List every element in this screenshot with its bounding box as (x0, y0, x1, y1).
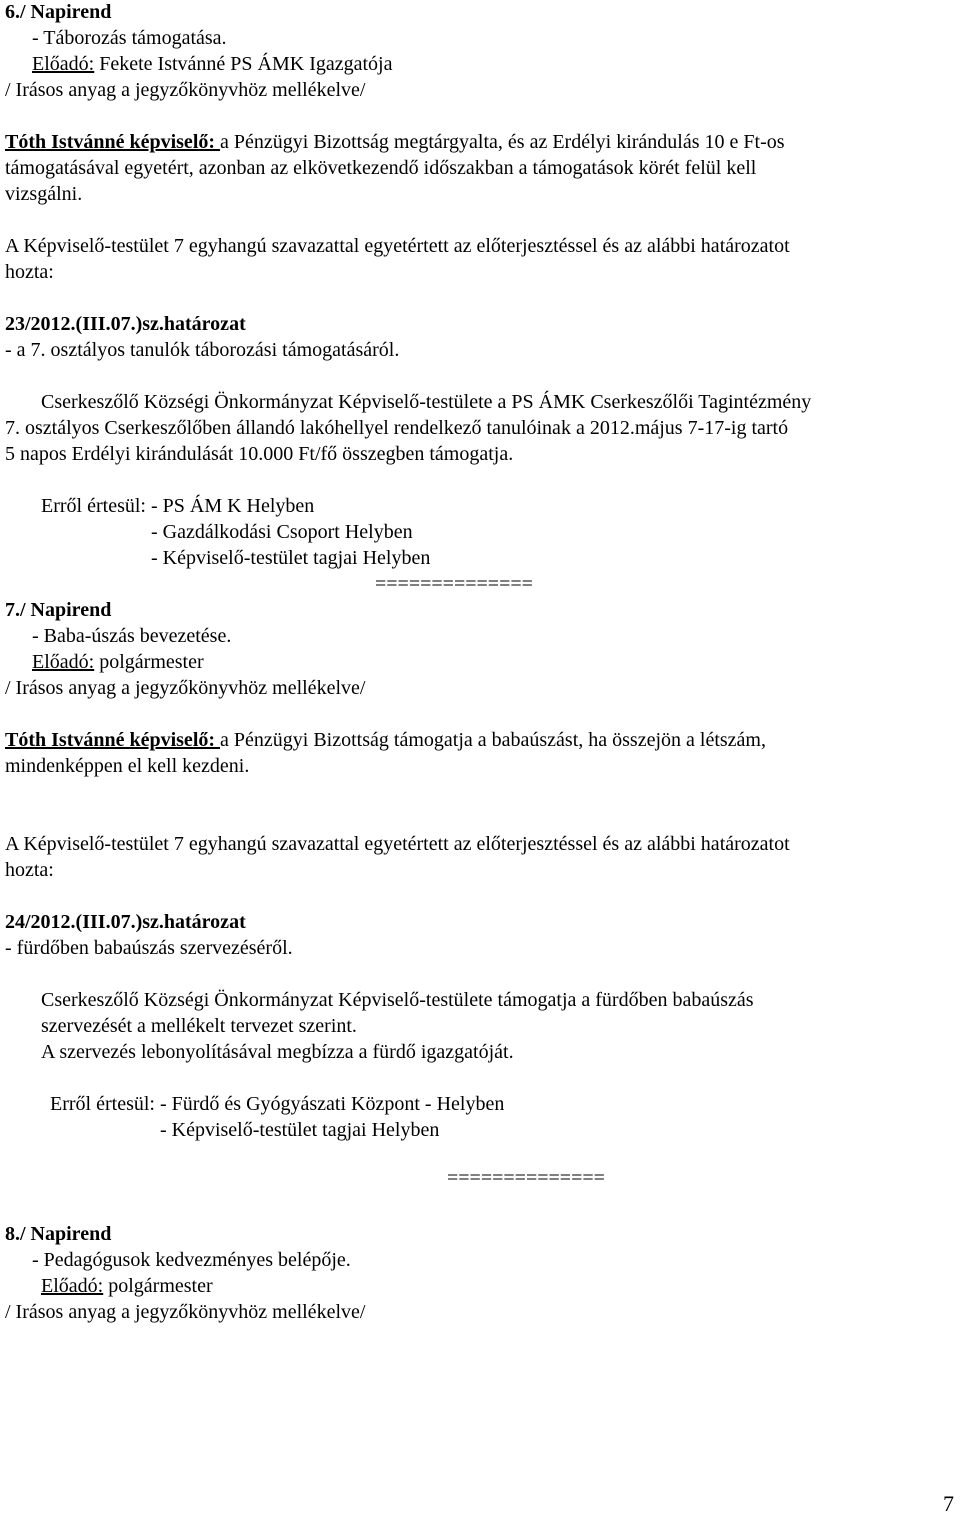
item6-separator: ============== (375, 573, 533, 595)
item6-speech-line1: Tóth Istvánné képviselő: a Pénzügyi Bizottság megtárgyalta, és az Erdélyi kirándulás 10 e Ft-os (5, 131, 785, 153)
presenter-name: Fekete Istvánné PS ÁMK Igazgatója (94, 53, 393, 75)
item6-resolution-line1: Cserkeszőlő Községi Önkormányzat Képviselő-testülete a PS ÁMK Cserkeszőlői Tagintézmény (41, 391, 812, 413)
item7-notify-block (5, 1091, 955, 1143)
notify-item: - PS ÁM K Helyben (150, 495, 315, 517)
item7-subtitle: - Baba-úszás bevezetése. (32, 625, 232, 647)
item6-vote-line1: A Képviselő-testület 7 egyhangú szavazattal egyetértett az előterjesztéssel és az alábbi határozatot (5, 235, 790, 257)
notify-list (151, 493, 430, 571)
item7-resolution-number: 24/2012.(III.07.)sz.határozat (5, 911, 246, 933)
presenter-name: polgármester (94, 651, 204, 673)
item8-presenter (5, 1273, 955, 1299)
presenter-name: polgármester (103, 1275, 213, 1297)
item6-speech-line2: támogatásával egyetért, azonban az elkövetkezendő időszakban a támogatások körét felül kell (5, 157, 757, 179)
item6-attachment-note: / Irásos anyag a jegyzőkönyvhöz mellékelve/ (5, 79, 366, 101)
presenter-label: Előadó: (32, 53, 95, 75)
notify-label: Erről értesül: (41, 495, 151, 517)
item7-resolution-line2: szervezését a mellékelt tervezet szerint. (41, 1015, 357, 1037)
item7-resolution-line1: Cserkeszőlő Községi Önkormányzat Képviselő-testülete támogatja a fürdőben babaúszás (41, 989, 754, 1011)
item7-speech-line1: Tóth Istvánné képviselő: a Pénzügyi Bizottság támogatja a babaúszást, ha összejön a létszám, (5, 729, 766, 751)
item7-resolution-line3: A szervezés lebonyolításával megbízza a fürdő igazgatóját. (41, 1041, 514, 1063)
item7-resolution-subject: - fürdőben babaúszás szervezéséről. (5, 937, 293, 959)
item7-separator: ============== (447, 1167, 605, 1189)
notify-item: - Fürdő és Gyógyászati Központ - Helyben (159, 1093, 505, 1115)
item7-attachment-note: / Irásos anyag a jegyzőkönyvhöz mellékelve/ (5, 677, 366, 699)
item6-resolution-subject: - a 7. osztályos tanulók táborozási támogatásáról. (5, 339, 400, 361)
presenter-label: Előadó: (41, 1275, 104, 1297)
notify-label: Erről értesül: (50, 1093, 160, 1115)
notify-list (160, 1091, 504, 1143)
item8-attachment-note: / Irásos anyag a jegyzőkönyvhöz mellékelve/ (5, 1301, 366, 1323)
item6-notify-block (5, 493, 955, 571)
item7-presenter (5, 649, 955, 675)
notify-item: - Képviselő-testület tagjai Helyben (150, 547, 431, 569)
item6-speech-line3: vizsgálni. (5, 183, 83, 205)
document-page (5, 0, 955, 1325)
item6-resolution-line2: 7. osztályos Cserkeszőlőben állandó lakóhellyel rendelkező tanulóinak a 2012.május 7-17-ig tartó (5, 417, 789, 439)
notify-item: - Képviselő-testület tagjai Helyben (159, 1119, 440, 1141)
item6-vote-line2: hozta: (5, 261, 54, 283)
item6-presenter (5, 51, 955, 77)
presenter-label: Előadó: (32, 651, 95, 673)
item6-resolution-number: 23/2012.(III.07.)sz.határozat (5, 313, 246, 335)
page-number: 7 (943, 1491, 954, 1516)
speaker-name: Tóth Istvánné képviselő: (5, 729, 221, 751)
speaker-name: Tóth Istvánné képviselő: (5, 131, 221, 153)
item6-subtitle: - Táborozás támogatása. (32, 27, 227, 49)
item7-heading: 7./ Napirend (5, 599, 112, 621)
item7-speech-line2: mindenképpen el kell kezdeni. (5, 755, 250, 777)
item6-heading: 6./ Napirend (5, 1, 112, 23)
item7-vote-line1: A Képviselő-testület 7 egyhangú szavazattal egyetértett az előterjesztéssel és az alábbi határozatot (5, 833, 790, 855)
item7-vote-line2: hozta: (5, 859, 54, 881)
item8-subtitle: - Pedagógusok kedvezményes belépője. (32, 1249, 351, 1271)
item6-resolution-line3: 5 napos Erdélyi kirándulását 10.000 Ft/fő összegben támogatja. (5, 443, 514, 465)
item8-heading: 8./ Napirend (5, 1223, 112, 1245)
notify-item: - Gazdálkodási Csoport Helyben (150, 521, 413, 543)
